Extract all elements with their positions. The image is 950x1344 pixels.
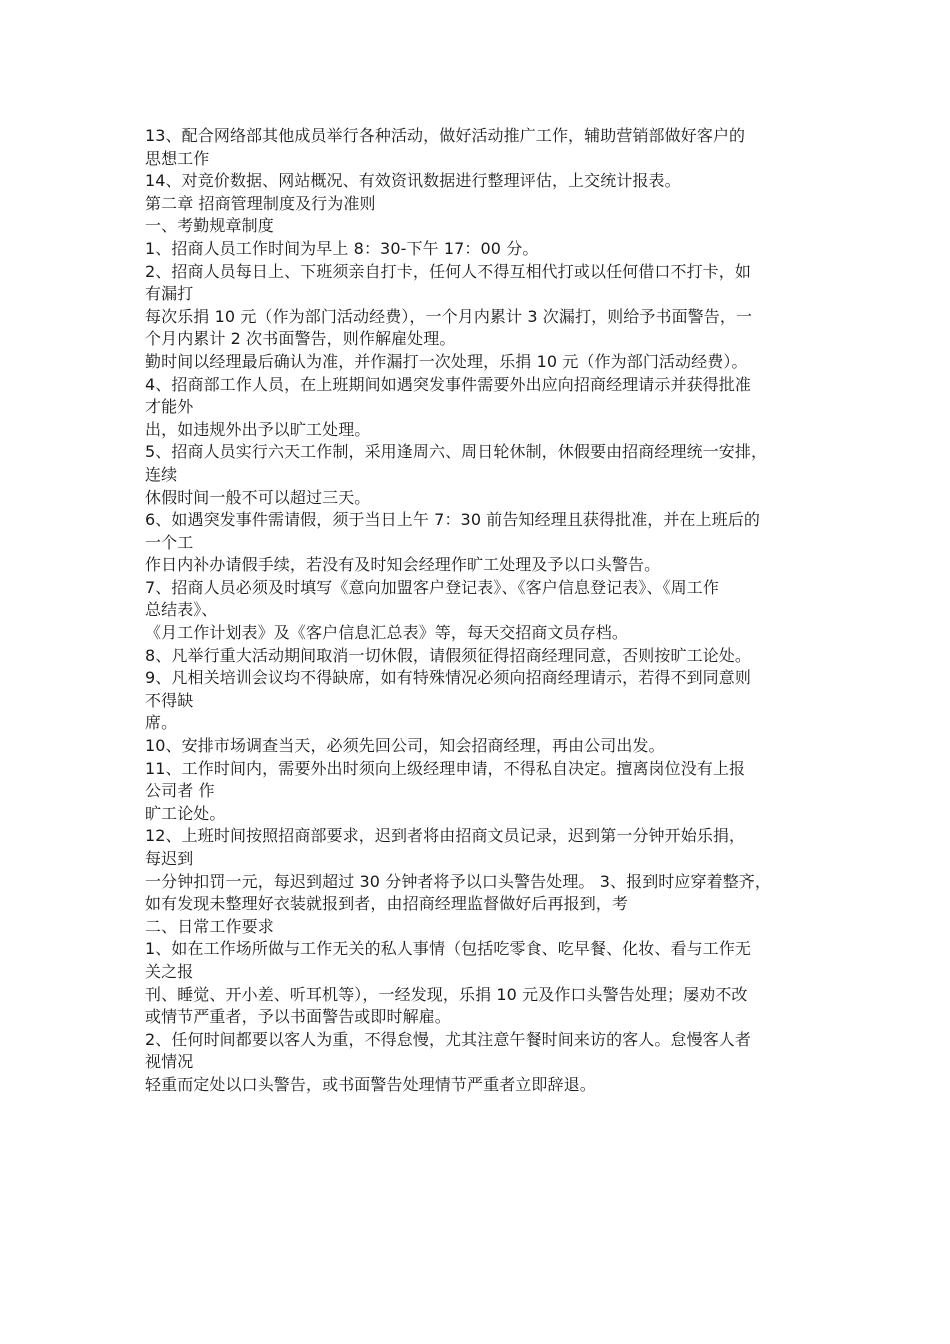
document-page bbox=[145, 125, 815, 1097]
text-line: 视情况 bbox=[145, 1052, 194, 1072]
text-line: 14、对竞价数据、网站概况、有效资讯数据进行整理评估，上交统计报表。 bbox=[145, 171, 681, 191]
text-line: 2、任何时间都要以客人为重，不得怠慢，尤其注意午餐时间来访的客人。怠慢客人者 bbox=[145, 1029, 751, 1049]
text-line: 2、招商人员每日上、下班须亲自打卡，任何人不得互相代打或以任何借口不打卡，如 bbox=[145, 261, 751, 281]
text-line: 才能外 bbox=[145, 397, 194, 417]
text-line: 勤时间以经理最后确认为准，并作漏打一次处理，乐捐 10 元（作为部门活动经费）。 bbox=[145, 351, 748, 371]
text-line: 9、凡相关培训会议均不得缺席，如有特殊情况必须向招商经理请示，若得不到同意则 bbox=[145, 668, 751, 688]
section-heading: 一、考勤规章制度 bbox=[145, 216, 274, 236]
text-line: 连续 bbox=[145, 464, 178, 484]
text-line: 刊、睡觉、开小差、听耳机等），一经发现，乐捐 10 元及作口头警告处理；屡劝不改 bbox=[145, 984, 748, 1004]
text-line: 有漏打 bbox=[145, 284, 194, 304]
text-line: 每迟到 bbox=[145, 849, 194, 868]
text-line: 12、上班时间按照招商部要求，迟到者将由招商文员记录，迟到第一分钟开始乐捐， bbox=[145, 826, 746, 846]
text-line: 思想工作 bbox=[145, 148, 210, 168]
text-line: 个月内累计 2 次书面警告，则作解雇处理。 bbox=[145, 329, 456, 349]
text-line: 公司者 作 bbox=[145, 781, 215, 801]
text-line: 7、招商人员必须及时填写《意向加盟客户登记表》、《客户信息登记表》、《周工作 bbox=[145, 577, 719, 597]
text-line: 8、凡举行重大活动期间取消一切休假，请假须征得招商经理同意，否则按旷工论处。 bbox=[145, 645, 751, 665]
text-line: 出，如违规外出予以旷工处理。 bbox=[145, 419, 371, 439]
text-line: 不得缺 bbox=[145, 690, 194, 710]
text-line: 休假时间一般不可以超过三天。 bbox=[145, 487, 371, 507]
text-line: 如有发现未整理好衣装就报到者，由招商经理监督做好后再报到，考 bbox=[145, 894, 629, 914]
text-line: 1、如在工作场所做与工作无关的私人事情（包括吃零食、吃早餐、化妆、看与工作无 bbox=[145, 939, 751, 959]
text-line: 旷工论处。 bbox=[145, 803, 226, 823]
text-line: 总结表》、 bbox=[145, 600, 218, 620]
text-line: 轻重而定处以口头警告，或书面警告处理情节严重者立即辞退。 bbox=[145, 1074, 596, 1094]
text-line: 10、安排市场调查当天，必须先回公司，知会招商经理，再由公司出发。 bbox=[145, 736, 665, 756]
text-line: 作日内补办请假手续，若没有及时知会经理作旷工处理及予以口头警告。 bbox=[145, 555, 661, 575]
text-line: 席。 bbox=[145, 713, 178, 733]
section-heading: 二、日常工作要求 bbox=[145, 916, 274, 936]
text-line: 4、招商部工作人员，在上班期间如遇突发事件需要外出应向招商经理请示并获得批准 bbox=[145, 374, 751, 394]
text-line: 关之报 bbox=[145, 961, 194, 981]
text-line: 11、工作时间内，需要外出时须向上级经理申请，不得私自决定。擅离岗位没有上报 bbox=[145, 758, 746, 778]
text-line: 13、配合网络部其他成员举行各种活动，做好活动推广工作，辅助营销部做好客户的 bbox=[145, 126, 746, 145]
text-line: 或情节严重者，予以书面警告或即时解雇。 bbox=[145, 1007, 451, 1027]
text-line: 6、如遇突发事件需请假，须于当日上午 7：30 前告知经理且获得批准，并在上班后的 bbox=[145, 510, 760, 530]
text-line: 1、招商人员工作时间为早上 8：30-下午 17：00 分。 bbox=[145, 238, 539, 258]
text-line: 一分钟扣罚一元，每迟到超过 30 分钟者将予以口头警告处理。 3、报到时应穿着整齐， bbox=[145, 871, 771, 891]
text-line: 5、招商人员实行六天工作制，采用逢周六、周日轮休制，休假要由招商经理统一安排， bbox=[145, 442, 768, 462]
text-line: 每次乐捐 10 元（作为部门活动经费），一个月内累计 3 次漏打，则给予书面警告，一 bbox=[145, 306, 753, 326]
chapter-heading: 第二章 招商管理制度及行为准则 bbox=[145, 193, 376, 213]
text-line: 《月工作计划表》及《客户信息汇总表》等，每天交招商文员存档。 bbox=[145, 623, 629, 643]
text-line: 一个工 bbox=[145, 532, 194, 552]
